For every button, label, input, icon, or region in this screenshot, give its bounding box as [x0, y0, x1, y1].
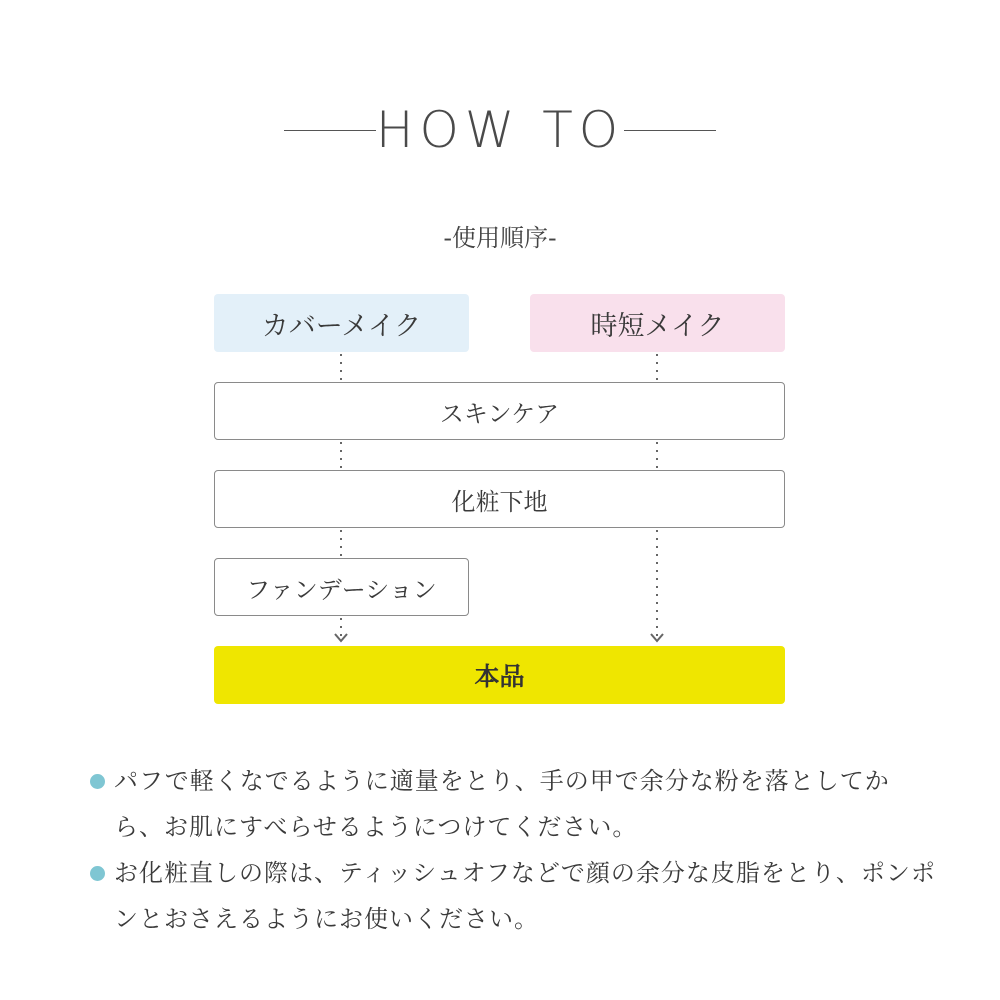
bullet-dot-icon	[90, 774, 105, 789]
page-title: HOW TO	[375, 101, 625, 159]
skincare-label: スキンケア	[439, 399, 560, 428]
note-item	[88, 758, 938, 850]
note-text: パフで軽くなでるように適量をとり、手の甲で余分な粉を落としてから、お肌にすべらせるようにつけてください。	[114, 767, 890, 841]
usage-notes	[88, 758, 938, 942]
bullet-dot-icon	[90, 866, 105, 881]
note-item	[88, 850, 938, 942]
cover-makeup-box	[214, 294, 469, 352]
makeup-base-step	[214, 470, 785, 528]
makeup-base-label: 化粧下地	[451, 487, 548, 516]
usage-order-subtitle: -使用順序-	[443, 224, 557, 252]
product-step	[214, 646, 785, 704]
cover-makeup-label: カバーメイク	[261, 310, 422, 342]
quick-makeup-box	[530, 294, 785, 352]
skincare-step	[214, 382, 785, 440]
foundation-step	[214, 558, 469, 616]
note-text: お化粧直しの際は、ティッシュオフなどで顔の余分な皮脂をとり、ポンポンとおさえるようにお使いください。	[114, 859, 936, 933]
quick-makeup-label: 時短メイク	[590, 310, 725, 342]
foundation-label: ファンデーション	[246, 575, 437, 604]
product-label: 本品	[474, 662, 525, 691]
